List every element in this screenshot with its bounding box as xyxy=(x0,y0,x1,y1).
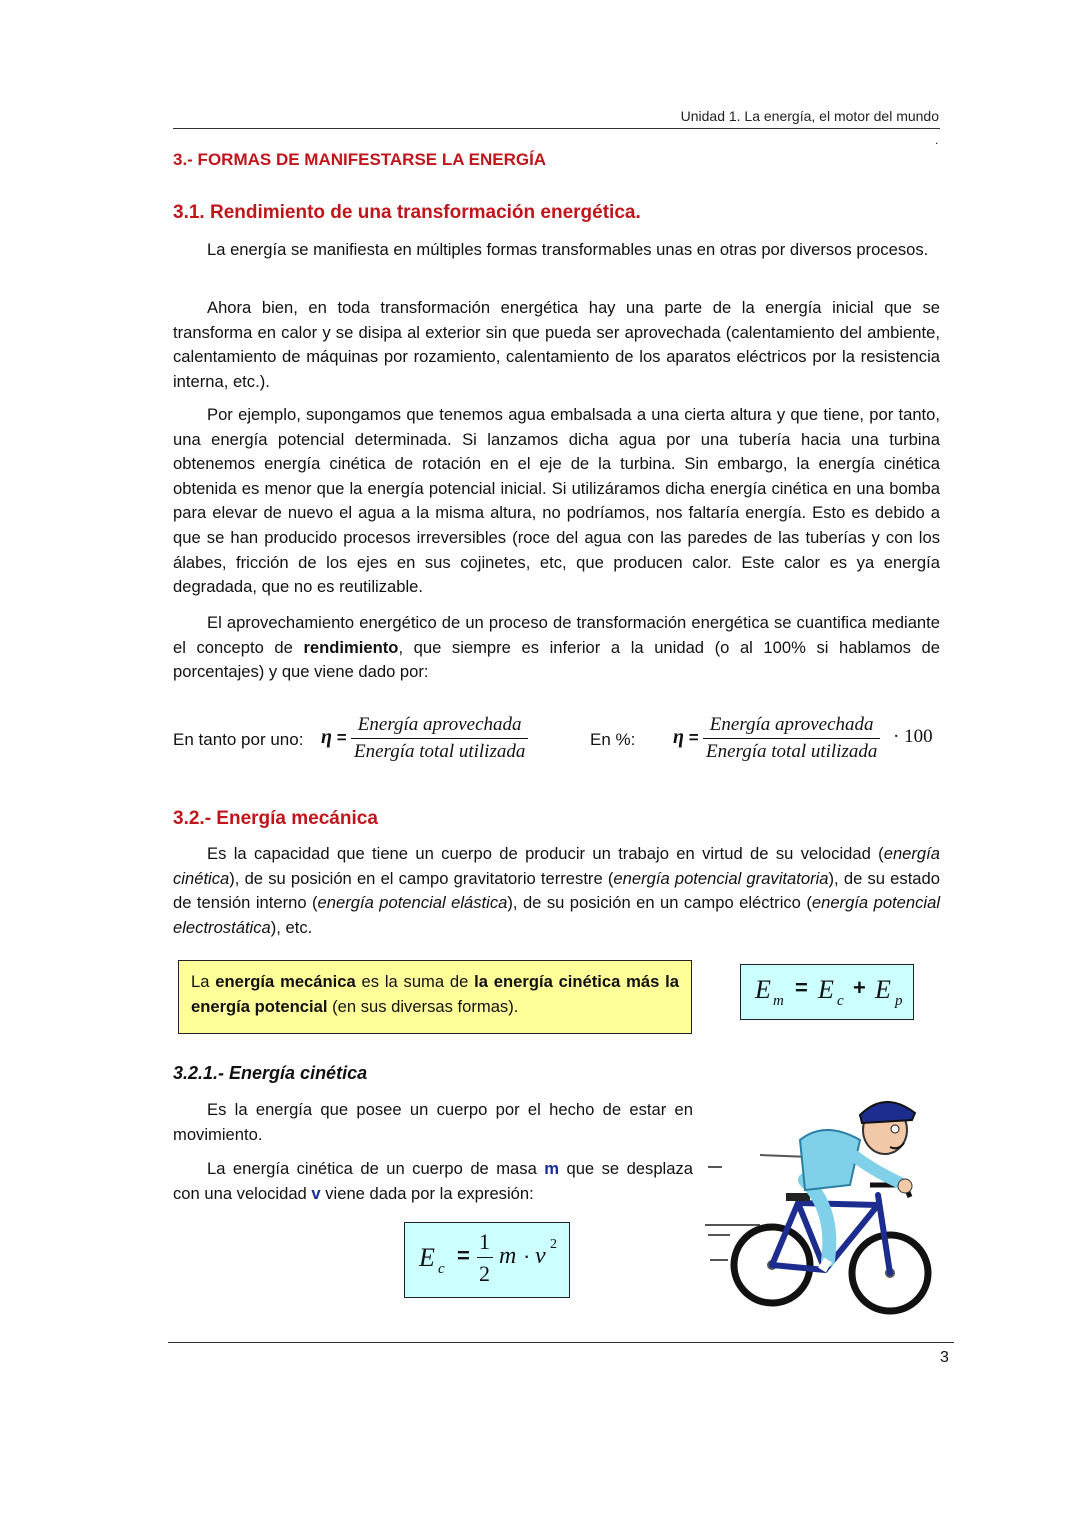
paragraph-heat-loss: Ahora bien, en toda transformación energética hay una parte de la energía inicial que se transforma en calor y se disipa al exterior sin que pueda ser aprovechada (calentamiento del ambiente, calentamiento de máquinas por rozamiento, calentamiento de los aparatos eléctricos por la resistencia interna, etc.). xyxy=(173,298,940,391)
paragraph-mechanical-energy: Es la capacidad que tiene un cuerpo de producir un trabajo en virtud de su velocidad (energía cinética), de su posición en el campo gravitatorio terrestre (energía potencial gravitatoria), de su estado de tensión interno (energía potencial elástica), de su posición en un campo eléctrico (energía potencial electrostática), etc. xyxy=(173,844,941,937)
fraction-per-unit: Energía aprovechada Energía total utilizada xyxy=(351,712,528,765)
times-hundred: · 100 xyxy=(893,726,933,747)
term-rendimiento: rendimiento xyxy=(303,637,399,657)
page-number: 3 xyxy=(940,1349,949,1366)
paragraph-forms: La energía se manifiesta en múltiples formas transformables unas en otras por diversos procesos. xyxy=(207,240,929,259)
cyclist-illustration xyxy=(700,1085,945,1325)
header-rule xyxy=(173,128,940,129)
footer-rule xyxy=(168,1342,954,1343)
paragraph-kinetic-def: Es la energía que posee un cuerpo por el hecho de estar en movimiento. xyxy=(173,1100,693,1144)
section-3-2-title: 3.2.- Energía mecánica xyxy=(173,808,378,829)
efficiency-formulas xyxy=(173,710,973,770)
formula-label-percent: En %: xyxy=(590,730,636,749)
fraction-percent: Energía aprovechada Energía total utilizada xyxy=(703,712,880,765)
definition-box: La energía mecánica es la suma de la energía cinética más la energía potencial (en sus diversas formas). xyxy=(178,960,692,1034)
helmet-icon xyxy=(860,1102,915,1123)
section-3-2-1-title: 3.2.1.- Energía cinética xyxy=(173,1063,368,1083)
section-3-1-title: 3.1. Rendimiento de una transformación energética. xyxy=(173,202,641,223)
header-dot: . xyxy=(935,133,939,147)
running-header: Unidad 1. La energía, el motor del mundo xyxy=(680,108,939,124)
paragraph-rendimiento: El aprovechamiento energético de un proceso de transformación energética se cuantifica mediante el concepto de rendimiento, que siempre es inferior a la unidad (o al 100% si hablamos de porcentajes) y que viene dado por: xyxy=(173,613,940,682)
eta-symbol-1: η = xyxy=(321,726,347,748)
paragraph-kinetic-expression: La energía cinética de un cuerpo de masa m que se desplaza con una velocidad v viene dada por la expresión: xyxy=(173,1159,693,1203)
eta-symbol-2: η = xyxy=(673,726,699,748)
paragraph-example: Por ejemplo, supongamos que tenemos agua embalsada a una cierta altura y que tiene, por tanto, una energía potencial determinada. Si lanzamos dicha agua por una tubería hacia una turbina obtenemos energía cinética de rotación en el eje de la turbina. Sin embargo, la energía cinética obtenida es menor que la energía potencial inicial. Si utilizáramos dicha energía cinética en una bomba para elevar de nuevo el agua a la misma altura, no podríamos, nos faltaría energía. Esto es debido a que se han producido procesos irreversibles (roce del agua con las paredes de las tuberías y con los álabes, fricción de los ejes en sus cojinetes, etc, que producen calor. Este calor es ya energía degradada, que no es reutilizable. xyxy=(173,405,940,597)
kinetic-energy-equation: E c = 1 2 m · v 2 xyxy=(404,1222,570,1298)
section-3-title: 3.- FORMAS DE MANIFESTARSE LA ENERGÍA xyxy=(173,150,547,169)
mechanical-energy-equation: E m = E c + E p xyxy=(740,964,914,1020)
formula-label-per-unit: En tanto por uno: xyxy=(173,730,304,749)
